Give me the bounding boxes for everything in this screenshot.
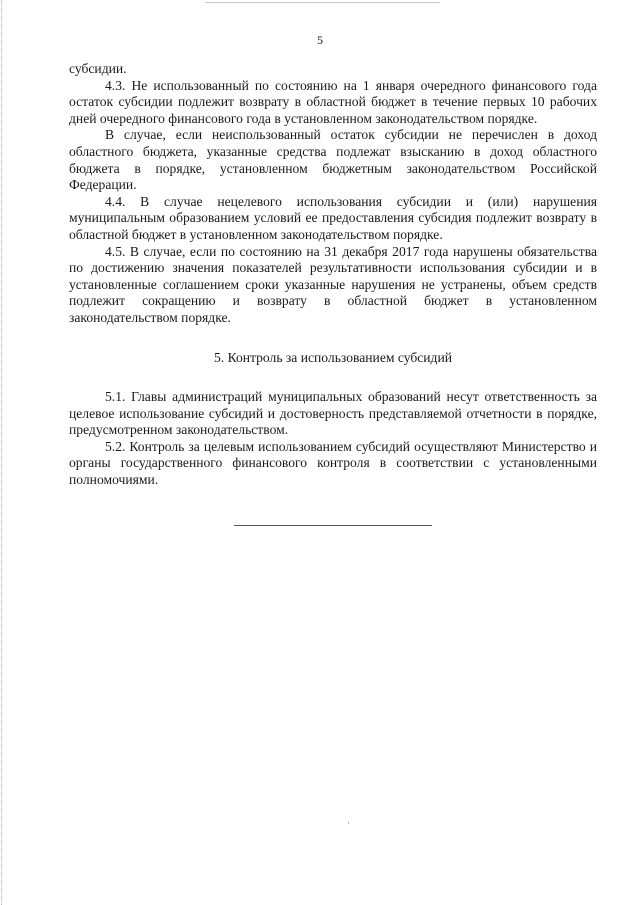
page-number: 5: [317, 33, 323, 47]
top-scan-line: [205, 2, 440, 3]
page-edge-line: [1, 0, 2, 905]
paragraph-5-1: 5.1. Главы администраций муниципальных образований несут ответственность за целевое использование субсидий и достоверность представляемой отчетности в порядке, предусмотренном законодательством.: [69, 389, 597, 438]
paragraph-4-5: 4.5. В случае, если по состоянию на 31 декабря 2017 года нарушены обязательства по достижению значения показателей результативности использования субсидии и в установленные соглашением сроки указанные нарушения не устранены, объем средств подлежит сокращению и возврату в областной бюджет в установленном законодательством порядке.: [69, 243, 597, 325]
end-of-document-rule: [234, 525, 432, 526]
paragraph-continuation: субсидии.: [69, 61, 127, 76]
paragraph-4-3: 4.3. Не использованный по состоянию на 1 января очередного финансового года остаток субсидии подлежит возврату в областной бюджет в течение первых 10 рабочих дней очередного финансового года в установленном законодательством порядке.: [69, 77, 597, 126]
paragraph-5-2: 5.2. Контроль за целевым использованием субсидий осуществляют Министерство и органы государственного финансового контроля в соответствии с установленными полномочиями.: [69, 438, 597, 488]
section-heading: 5. Контроль за использованием субсидий: [213, 349, 453, 365]
paragraph-4-4: 4.4. В случае нецелевого использования субсидии и (или) нарушения муниципальным образованием условий ее предоставления субсидия подлежит возврату в областной бюджет в установленном законодательством порядке.: [69, 193, 597, 242]
scan-speck: [348, 822, 349, 824]
document-body: [69, 61, 597, 489]
paragraph-unused-balance: В случае, если неиспользованный остаток субсидии не перечислен в доход областного бюджета, указанные средства подлежат взысканию в доход областного бюджета в порядке, установленном бюджетным законодательством Российской Федерации.: [69, 127, 597, 193]
